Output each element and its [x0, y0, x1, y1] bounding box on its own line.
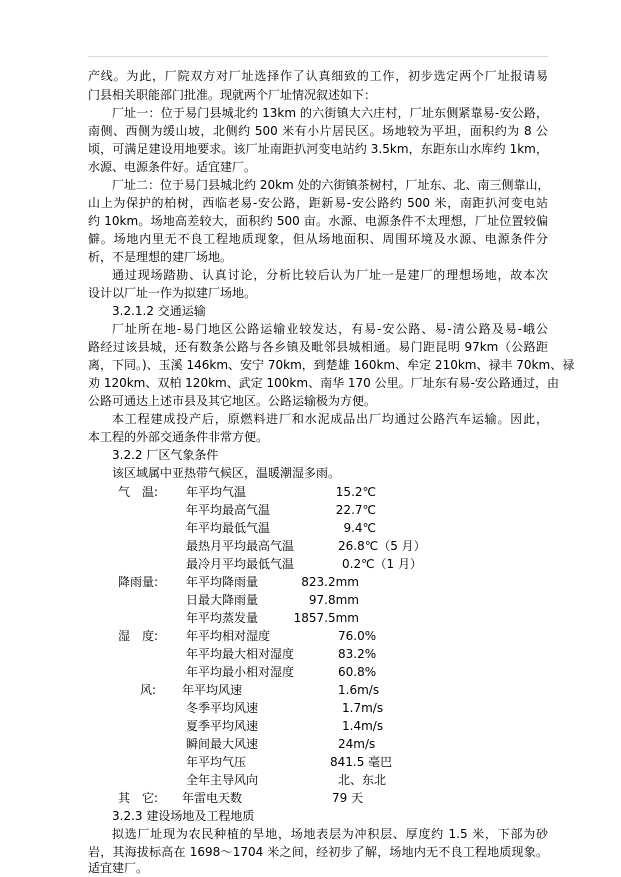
conclusion-line: 通过现场踏勘、认真讨论，分析比较后认为厂址一是建厂的理想场地，故本次	[112, 268, 548, 282]
site-2-line: 厂址二：位于易门县城北约 20km 处的六街镇茶树村，厂址东、北、南三侧靠山，	[112, 178, 550, 192]
climate-item: 年平均最低气温	[186, 521, 271, 535]
climate-value: 79 天	[332, 791, 364, 805]
climate-value: 841.5 毫巴	[330, 755, 393, 769]
site-1-line: 南侧、西侧为缓山坡，北侧约 500 米有小片居民区。场地较为平坦，面积约为 8 公	[88, 124, 548, 138]
climate-value: 22.7℃	[335, 503, 376, 517]
site-2-line: 山上为保护的柏树，西临老易-安公路，距新易-安公路约 500 米，南距扒河变电站	[88, 196, 548, 210]
climate-category: 降雨量:	[118, 575, 159, 589]
transport-line: 路经过该县城，还有数条公路与各乡镇及毗邻县城相通。易门距昆明 97km（公路距	[88, 340, 548, 354]
climate-item: 瞬间最大风速	[186, 737, 259, 751]
geology-line: 适宜建厂。	[88, 861, 149, 875]
transport-line: 劝 120km、双柏 120km、武定 100km、南华 170 公里。厂址东有易-安公路通过，由	[88, 376, 559, 390]
climate-value: 60.8%	[338, 665, 377, 679]
climate-item: 年平均风速	[182, 683, 243, 697]
climate-value: 1.4m/s	[342, 719, 384, 733]
site-2-line: 析，不是理想的建厂场地。	[88, 250, 233, 264]
site-1-line: 顷，可满足建设用地要求。该厂址南距扒河变电站约 3.5km，东距东山水库约 1km，	[88, 142, 548, 156]
climate-value: 83.2%	[338, 647, 377, 661]
climate-item: 年平均最高气温	[186, 503, 271, 517]
text-line: 产线。为此，厂院双方对厂址选择作了认真细致的工作，初步选定两个厂址报请易	[88, 69, 548, 83]
climate-category: 湿 度:	[118, 629, 159, 643]
section-heading: 3.2.2 厂区气象条件	[112, 448, 219, 462]
climate-value: 97.8mm	[308, 593, 359, 607]
section-heading: 3.2.3 建设场地及工程地质	[112, 809, 255, 823]
climate-item: 年平均最大相对湿度	[186, 647, 295, 661]
conclusion-line: 设计以厂址一作为拟建厂场地。	[88, 286, 257, 300]
climate-item: 夏季平均风速	[186, 719, 259, 733]
transport-line: 厂址所在地-易门地区公路运输业较发达，有易-安公路、易-清公路及易-峨公	[112, 322, 548, 336]
climate-item: 最冷月平均最低气温	[186, 557, 295, 571]
climate-item: 年平均最小相对湿度	[186, 665, 295, 679]
climate-category: 风:	[140, 683, 157, 697]
section-heading: 3.2.1.2 交通运输	[112, 304, 206, 318]
climate-value: 1.6m/s	[338, 683, 380, 697]
climate-value: 0.2℃（1 月）	[342, 557, 423, 571]
climate-item: 最热月平均最高气温	[186, 539, 295, 553]
climate-category: 气 温:	[118, 485, 159, 499]
geology-line: 岩，其海拔标高在 1698～1704 米之间，经初步了解，场地内无不良工程地质现象。	[88, 845, 548, 859]
text-line: 门县相关职能部门批准。现就两个厂址情况叙述如下：	[88, 88, 377, 102]
climate-value: 24m/s	[338, 737, 376, 751]
climate-item: 年平均相对湿度	[186, 629, 271, 643]
climate-item: 全年主导风向	[186, 773, 259, 787]
climate-value: 15.2℃	[335, 485, 376, 499]
climate-item: 年雷电天数	[182, 791, 243, 805]
transport-line: 公路可通达上述市县及其它地区。公路运输极为方便。	[88, 394, 377, 408]
climate-value: 1857.5mm	[293, 611, 359, 625]
header-rule	[88, 56, 548, 57]
site-1-line: 厂址一：位于易门县城北约 13km 的六街镇大六庄村，厂址东侧紧靠易-安公路，	[112, 106, 548, 120]
climate-item: 年平均气压	[186, 755, 247, 769]
climate-item: 日最大降雨量	[186, 593, 259, 607]
climate-item: 年平均降雨量	[186, 575, 259, 589]
climate-value: 823.2mm	[301, 575, 359, 589]
site-2-line: 僻。场地内里无不良工程地质现象，但从场地面积、周围环境及水源、电源条件分	[88, 232, 548, 246]
climate-category: 其 它:	[118, 791, 159, 805]
climate-value: 北、东北	[338, 773, 387, 787]
geology-line: 拟选厂址现为农民种植的旱地，场地表层为冲积层、厚度约 1.5 米，下部为砂	[112, 827, 548, 841]
climate-value: 26.8℃（5 月）	[338, 539, 426, 553]
climate-item: 冬季平均风速	[186, 701, 259, 715]
climate-value: 76.0%	[338, 629, 377, 643]
transport-line: 离，下同。)、玉溪 146km、安宁 70km，到楚雄 160km、牟定 210km、禄丰 70km、禄	[88, 358, 575, 372]
transport-line: 本工程的外部交通条件非常方便。	[88, 430, 269, 444]
site-1-line: 水源、电源条件好。适宜建厂。	[88, 160, 257, 174]
site-2-line: 约 10km。场地高差较大，面积约 500 亩。水源、电源条件不太理想，厂址位置较偏	[88, 214, 548, 228]
climate-item: 年平均气温	[186, 485, 247, 499]
climate-item: 年平均蒸发量	[186, 611, 259, 625]
climate-intro: 该区域属中亚热带气候区，温暖潮湿多雨。	[112, 466, 341, 480]
climate-value: 1.7m/s	[342, 701, 384, 715]
climate-value: 9.4℃	[343, 521, 376, 535]
transport-line: 本工程建成投产后，原燃料进厂和水泥成品出厂均通过公路汽车运输。因此，	[112, 412, 548, 426]
